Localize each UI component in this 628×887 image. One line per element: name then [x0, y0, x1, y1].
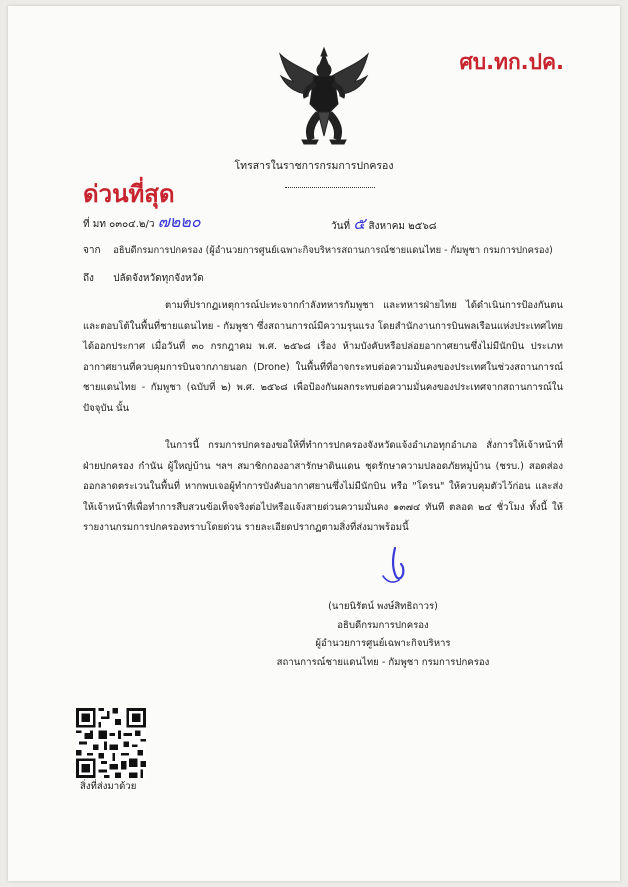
- reference-number: [83, 210, 201, 235]
- document-date: [331, 212, 436, 237]
- document-page: [8, 6, 620, 881]
- to-value: ปลัดจังหวัดทุกจังหวัด: [113, 273, 204, 284]
- signer-position-2: ผู้อำนวยการศูนย์เฉพาะกิจบริหาร: [315, 638, 451, 649]
- telegram-title: โทรสารในราชการกรมการปกครอง: [234, 160, 394, 172]
- reference-prefix: ที่ มท ๐๓๐๔.๒/ว: [83, 219, 155, 230]
- qr-code-icon: [76, 708, 146, 778]
- from-label: จาก: [83, 245, 101, 256]
- from-line: [83, 243, 553, 258]
- to-label: ถึง: [83, 273, 94, 284]
- signature-mark: [373, 546, 418, 586]
- paragraph-2: ในการนี้ กรมการปกครองขอให้ที่ทำการปกครองจังหวัดแจ้งอำเภอทุกอำเภอ สั่งการให้เจ้าหน้าที่ฝ่ายปกครอง กำนัน ผู้ใหญ่บ้าน ฯลฯ สมาชิกกองอาสารักษาดินแดน ชุดรักษาความปลอดภัยหมู่บ้าน (ชรบ.) สอดส่องออกลาดตระเวนในพื้นที่ หากพบเจอผู้ทำการบังคับอากาศยานซึ่งไม่มีนักบิน หรือ "โดรน" ให้ควบคุมตัวไว้ก่อน และส่งให้เจ้าหน้าที่เพื่อทำการสืบสวนข้อเท็จจริงต่อไปหรือแจ้งสายด่วนความมั่นคง ๑๓๗๔ ทันที ตลอด ๒๔ ชั่วโมง ทั้งนี้ ให้รายงานกรมการปกครองทราบโดยด่วน รายละเอียดปรากฏตามสิ่งที่ส่งมาพร้อมนี้: [83, 440, 563, 533]
- garuda-emblem-icon: [278, 46, 370, 146]
- signature-block: [248, 598, 518, 672]
- dotted-line: [285, 186, 375, 188]
- reference-handwritten: ๗๒๒๐: [157, 212, 201, 231]
- signer-position-3: สถานการณ์ชายแดนไทย - กัมพูชา กรมการปกครอง: [276, 656, 490, 668]
- enclosure-note: สิ่งที่ส่งมาด้วย: [80, 781, 137, 792]
- signer-name: (นายนิรัตน์ พงษ์สิทธิถาวร): [328, 601, 438, 612]
- date-day-handwritten: ๕: [353, 214, 366, 233]
- from-value: อธิบดีกรมการปกครอง (ผู้อำนวยการศูนย์เฉพาะกิจบริหารสถานการณ์ชายแดนไทย - กัมพูชา กรมการปกครอง): [113, 245, 553, 256]
- urgency-stamp: ด่วนที่สุด: [83, 180, 175, 208]
- office-code: ศบ.ทก.ปค.: [459, 50, 564, 74]
- date-prefix: วันที่: [331, 221, 351, 232]
- date-rest: สิงหาคม ๒๕๖๘: [368, 221, 437, 232]
- signer-position-1: อธิบดีกรมการปกครอง: [337, 619, 429, 631]
- to-line: [83, 271, 204, 286]
- paragraph-1: ตามที่ปรากฏเหตุการณ์ปะทะจากกำลังทหารกัมพูชา และทหารฝ่ายไทย ได้ดำเนินการป้องกันตนและตอบโต้ในพื้นที่ชายแดนไทย - กัมพูชา ซึ่งสถานการณ์มีความรุนแรง โดยสำนักงานการบินพลเรือนแห่งประเทศไทย ได้ออกประกาศ เมื่อวันที่ ๓๐ กรกฎาคม พ.ศ. ๒๕๖๘ เรื่อง ห้ามบังคับหรือปล่อยอากาศยานซึ่งไม่มีนักบิน ประเภทอากาศยานที่ควบคุมการบินจากภายนอก (Drone) ในพื้นที่ที่อาจกระทบต่อความมั่นคงของประเทศในช่วงสถานการณ์ชายแดนไทย - กัมพูชา (ฉบับที่ ๒) พ.ศ. ๒๕๖๘ เพื่อป้องกันผลกระทบต่อความมั่นคงของประเทศจากสถานการณ์ในปัจจุบัน นั้น: [83, 300, 563, 414]
